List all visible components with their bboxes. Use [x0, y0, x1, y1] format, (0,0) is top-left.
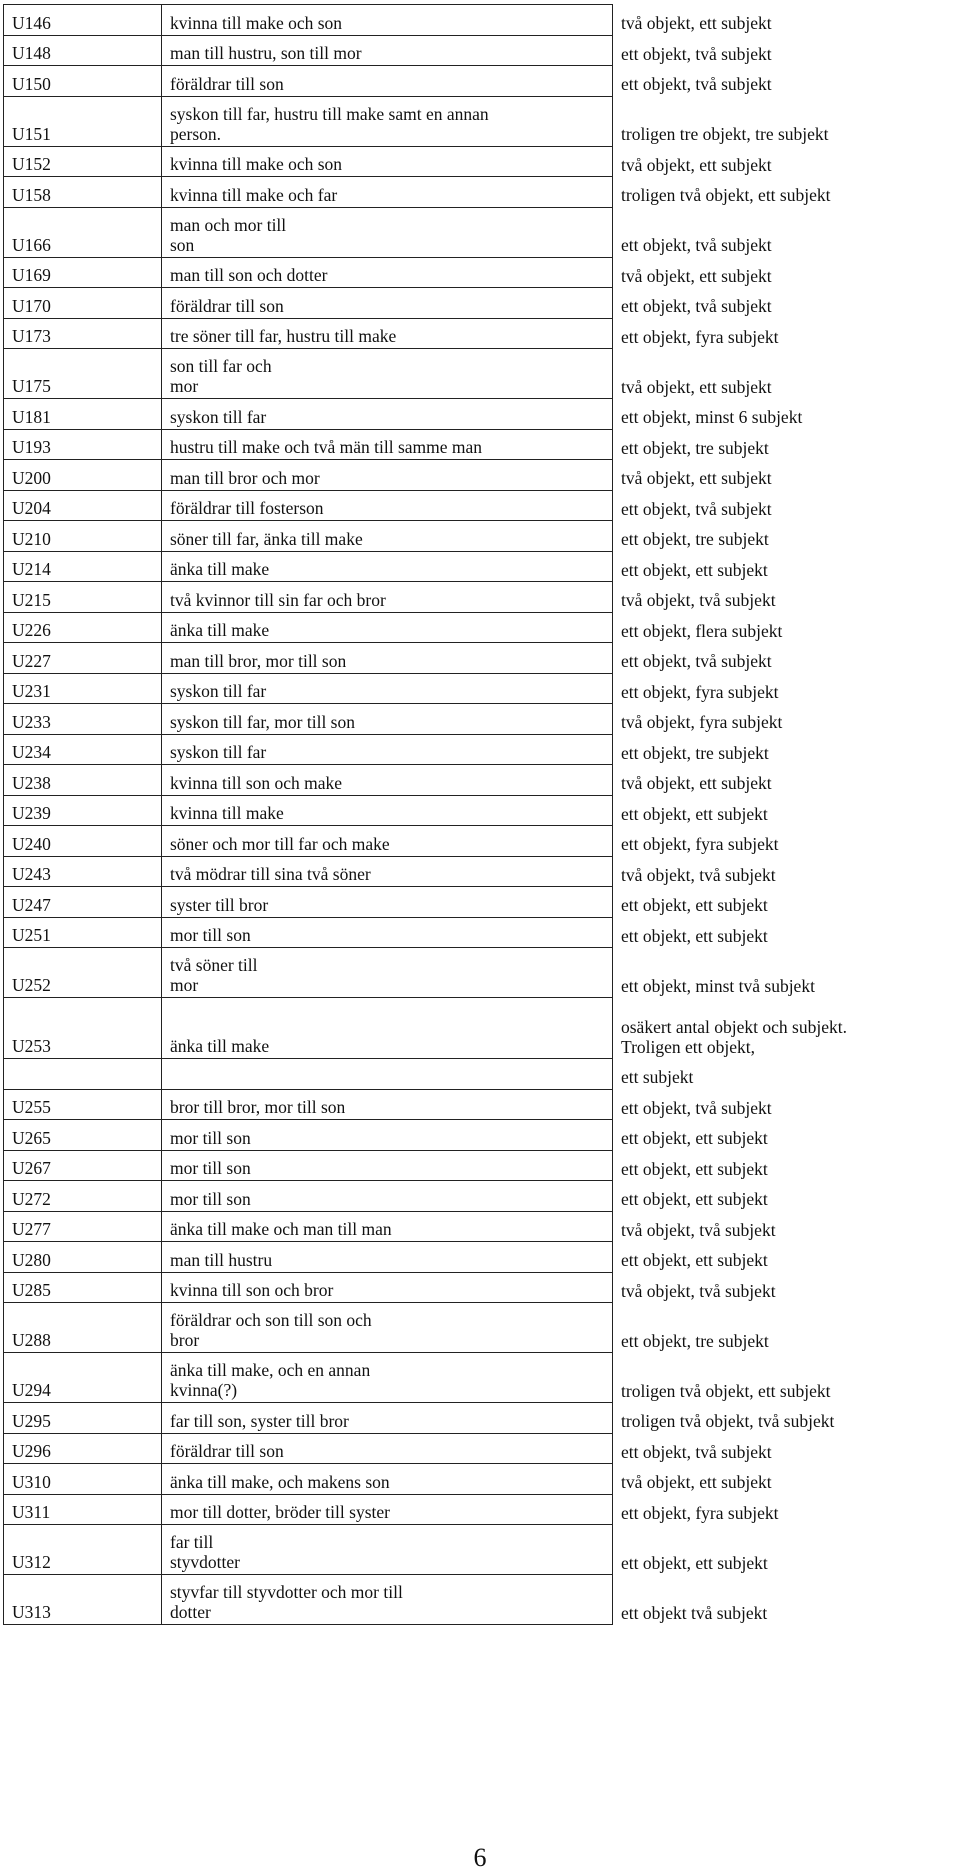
row-id-cell: U312 — [4, 1525, 162, 1575]
row-description-cell: syskon till far — [162, 673, 613, 704]
table-row — [4, 1089, 959, 1120]
table-row — [4, 612, 959, 643]
table-body — [4, 5, 959, 1625]
row-note-cell: ett objekt, ett subjekt — [621, 803, 768, 824]
row-note-cell: två objekt, ett subjekt — [621, 773, 772, 793]
row-id-cell: U152 — [4, 146, 162, 177]
row-id-cell: U311 — [4, 1494, 162, 1525]
table-row — [4, 1303, 959, 1353]
table-row — [4, 66, 959, 97]
row-note-cell: ett objekt, tre subjekt — [621, 1330, 769, 1351]
row-id-cell: U151 — [4, 96, 162, 146]
row-description-cell: mor till son — [162, 917, 613, 948]
table-row — [4, 765, 959, 796]
row-description-cell: mor till son — [162, 1181, 613, 1212]
row-id-cell: U255 — [4, 1089, 162, 1120]
row-id-cell: U166 — [4, 207, 162, 257]
row-id-cell: U239 — [4, 795, 162, 826]
row-note-cell: ett objekt, ett subjekt — [621, 1189, 768, 1209]
row-note-cell: ett objekt, två subjekt — [621, 235, 772, 255]
table-row — [4, 1403, 959, 1434]
row-description-cell: kvinna till son och make — [162, 765, 613, 796]
row-id-cell: U193 — [4, 429, 162, 460]
table-row — [4, 1181, 959, 1212]
row-note-cell: två objekt, ett subjekt — [621, 376, 772, 397]
row-description-cell: änka till make — [162, 612, 613, 643]
row-note-cell: två objekt, ett subjekt — [621, 154, 772, 175]
row-id-cell: U277 — [4, 1211, 162, 1242]
row-note-cell: ett objekt, fyra subjekt — [621, 681, 779, 702]
table-row — [4, 704, 959, 735]
row-id-cell: U234 — [4, 734, 162, 765]
table-row — [4, 288, 959, 319]
table-row — [4, 856, 959, 887]
row-description-cell: två söner till mor — [162, 948, 613, 998]
row-note-cell: ett objekt, två subjekt — [621, 498, 772, 519]
row-note-cell: ett objekt, tre subjekt — [621, 437, 769, 458]
table-row — [4, 1059, 959, 1090]
row-id-cell: U313 — [4, 1575, 162, 1625]
row-note-cell: troligen två objekt, ett subjekt — [621, 185, 831, 205]
table-row — [4, 643, 959, 674]
table-row — [4, 5, 959, 36]
row-description-cell: änka till make och man till man — [162, 1211, 613, 1242]
table-row — [4, 795, 959, 826]
row-id-cell: U226 — [4, 612, 162, 643]
row-note-cell: ett subjekt — [621, 1067, 694, 1087]
row-note-cell: ett objekt, ett subjekt — [621, 1158, 768, 1179]
row-id-cell: U148 — [4, 35, 162, 66]
row-note-cell: ett objekt två subjekt — [621, 1602, 768, 1623]
row-note-cell: troligen två objekt, två subjekt — [621, 1411, 835, 1431]
page-number: 6 — [473, 1843, 487, 1872]
table-row — [4, 1150, 959, 1181]
row-description-cell: styvfar till styvdotter och mor till dotter — [162, 1575, 613, 1625]
row-description-cell: syskon till far — [162, 399, 613, 430]
row-note-cell: ett objekt, tre subjekt — [621, 742, 769, 763]
row-description-cell: kvinna till make — [162, 795, 613, 826]
table-row — [4, 1433, 959, 1464]
table-row — [4, 96, 959, 146]
row-note-cell: ett objekt, två subjekt — [621, 296, 772, 316]
row-description-cell: syskon till far, hustru till make samt en annan person. — [162, 96, 613, 146]
inscription-table — [3, 4, 959, 1625]
row-description-cell: två kvinnor till sin far och bror — [162, 582, 613, 613]
table-row — [4, 582, 959, 613]
row-id-cell: U200 — [4, 460, 162, 491]
row-note-cell: ett objekt, ett subjekt — [621, 1250, 768, 1270]
row-description-cell: söner till far, änka till make — [162, 521, 613, 552]
table-row — [4, 177, 959, 208]
row-note-cell: troligen två objekt, ett subjekt — [621, 1380, 831, 1401]
table-row — [4, 318, 959, 349]
table-row — [4, 887, 959, 918]
row-id-cell: U247 — [4, 887, 162, 918]
table-row — [4, 207, 959, 257]
table-row — [4, 551, 959, 582]
row-description-cell: mor till son — [162, 1120, 613, 1151]
row-description-cell: man till hustru — [162, 1242, 613, 1273]
row-id-cell — [4, 1059, 162, 1090]
table-row — [4, 1272, 959, 1303]
table-row — [4, 399, 959, 430]
row-note-cell: två objekt, två subjekt — [621, 590, 776, 610]
table-row — [4, 1494, 959, 1525]
row-description-cell: kvinna till son och bror — [162, 1272, 613, 1303]
row-note-cell: ett objekt, minst 6 subjekt — [621, 407, 803, 427]
row-id-cell: U146 — [4, 5, 162, 36]
row-description-cell: änka till make, och en annan kvinna(?) — [162, 1353, 613, 1403]
row-note-cell: ett objekt, fyra subjekt — [621, 834, 779, 854]
row-note-cell: två objekt, ett subjekt — [621, 468, 772, 488]
row-description-cell: man till hustru, son till mor — [162, 35, 613, 66]
table-row — [4, 1211, 959, 1242]
row-id-cell: U181 — [4, 399, 162, 430]
row-description-cell: föräldrar till son — [162, 66, 613, 97]
row-description-cell: änka till make — [162, 551, 613, 582]
row-id-cell: U272 — [4, 1181, 162, 1212]
row-description-cell: man och mor till son — [162, 207, 613, 257]
row-note-cell: ett objekt, fyra subjekt — [621, 1502, 779, 1523]
row-note-cell: två objekt, två subjekt — [621, 1219, 776, 1240]
row-description-cell: syskon till far, mor till son — [162, 704, 613, 735]
row-id-cell: U210 — [4, 521, 162, 552]
row-description-cell: hustru till make och två män till samme man — [162, 429, 613, 460]
table-row — [4, 1575, 959, 1625]
row-note-cell: två objekt, två subjekt — [621, 864, 776, 885]
row-id-cell: U169 — [4, 257, 162, 288]
row-note-cell: två objekt, fyra subjekt — [621, 712, 783, 732]
row-description-cell: två mödrar till sina två söner — [162, 856, 613, 887]
row-id-cell: U215 — [4, 582, 162, 613]
row-description-cell: mor till dotter, bröder till syster — [162, 1494, 613, 1525]
row-note-cell: ett objekt, ett subjekt — [621, 559, 768, 580]
table-row — [4, 429, 959, 460]
row-description-cell: man till bror och mor — [162, 460, 613, 491]
row-description-cell: man till son och dotter — [162, 257, 613, 288]
row-note-cell: ett objekt, ett subjekt — [621, 1128, 768, 1148]
row-description-cell: kvinna till make och son — [162, 5, 613, 36]
table-row — [4, 460, 959, 491]
row-id-cell: U296 — [4, 1433, 162, 1464]
row-note-cell: ett objekt, tre subjekt — [621, 529, 769, 549]
row-description-cell: tre söner till far, hustru till make — [162, 318, 613, 349]
row-note-cell: två objekt, två subjekt — [621, 1280, 776, 1301]
row-description-cell: änka till make — [162, 998, 613, 1059]
row-id-cell: U285 — [4, 1272, 162, 1303]
table-row — [4, 1353, 959, 1403]
row-description-cell: far till son, syster till bror — [162, 1403, 613, 1434]
row-id-cell: U280 — [4, 1242, 162, 1273]
row-id-cell: U251 — [4, 917, 162, 948]
row-id-cell: U227 — [4, 643, 162, 674]
table-row — [4, 1120, 959, 1151]
row-note-cell: ett objekt, två subjekt — [621, 1097, 772, 1118]
table-row — [4, 146, 959, 177]
table-row — [4, 673, 959, 704]
table-row — [4, 521, 959, 552]
row-id-cell: U267 — [4, 1150, 162, 1181]
table-row — [4, 1464, 959, 1495]
row-id-cell: U170 — [4, 288, 162, 319]
row-note-cell: ett objekt, två subjekt — [621, 651, 772, 671]
row-id-cell: U175 — [4, 349, 162, 399]
row-id-cell: U204 — [4, 490, 162, 521]
row-description-cell: föräldrar till son — [162, 1433, 613, 1464]
row-note-cell: ett objekt, minst två subjekt — [621, 975, 815, 996]
table-row — [4, 35, 959, 66]
row-note-cell: ett objekt, fyra subjekt — [621, 326, 779, 347]
row-note-cell: ett objekt, ett subjekt — [621, 1552, 768, 1573]
table-row — [4, 257, 959, 288]
row-id-cell: U288 — [4, 1303, 162, 1353]
table-row — [4, 998, 959, 1059]
row-description-cell: änka till make, och makens son — [162, 1464, 613, 1495]
row-description-cell — [162, 1059, 613, 1090]
row-description-cell: föräldrar till fosterson — [162, 490, 613, 521]
row-note-cell: troligen tre objekt, tre subjekt — [621, 124, 829, 144]
row-description-cell: mor till son — [162, 1150, 613, 1181]
row-note-cell: ett objekt, två subjekt — [621, 43, 772, 64]
row-id-cell: U294 — [4, 1353, 162, 1403]
row-id-cell: U295 — [4, 1403, 162, 1434]
row-id-cell: U214 — [4, 551, 162, 582]
row-description-cell: söner och mor till far och make — [162, 826, 613, 857]
row-id-cell: U173 — [4, 318, 162, 349]
row-description-cell: far till styvdotter — [162, 1525, 613, 1575]
table-row — [4, 917, 959, 948]
row-note-cell: ett objekt, två subjekt — [621, 74, 772, 94]
row-description-cell: syskon till far — [162, 734, 613, 765]
table-row — [4, 490, 959, 521]
row-id-cell: U240 — [4, 826, 162, 857]
table-row — [4, 349, 959, 399]
row-description-cell: man till bror, mor till son — [162, 643, 613, 674]
row-note-cell: ett objekt, ett subjekt — [621, 925, 768, 946]
row-description-cell: son till far och mor — [162, 349, 613, 399]
row-note-cell: osäkert antal objekt och subjekt. Troligen ett objekt, — [621, 1016, 847, 1057]
row-note-cell: ett objekt, två subjekt — [621, 1441, 772, 1462]
row-description-cell: föräldrar till son — [162, 288, 613, 319]
row-id-cell: U252 — [4, 948, 162, 998]
row-description-cell: syster till bror — [162, 887, 613, 918]
table-row — [4, 948, 959, 998]
row-note-cell: ett objekt, ett subjekt — [621, 895, 768, 915]
row-id-cell: U158 — [4, 177, 162, 208]
row-id-cell: U253 — [4, 998, 162, 1059]
row-id-cell: U238 — [4, 765, 162, 796]
row-description-cell: kvinna till make och far — [162, 177, 613, 208]
row-id-cell: U243 — [4, 856, 162, 887]
row-id-cell: U233 — [4, 704, 162, 735]
row-note-cell: två objekt, ett subjekt — [621, 265, 772, 286]
row-description-cell: föräldrar och son till son och bror — [162, 1303, 613, 1353]
row-description-cell: kvinna till make och son — [162, 146, 613, 177]
row-note-cell: två objekt, ett subjekt — [621, 1472, 772, 1492]
row-id-cell: U150 — [4, 66, 162, 97]
row-note-cell: två objekt, ett subjekt — [621, 13, 772, 33]
row-note-cell: ett objekt, flera subjekt — [621, 620, 783, 641]
row-description-cell: bror till bror, mor till son — [162, 1089, 613, 1120]
row-id-cell: U310 — [4, 1464, 162, 1495]
table-row — [4, 1242, 959, 1273]
table-row — [4, 1525, 959, 1575]
table-row — [4, 826, 959, 857]
row-id-cell: U231 — [4, 673, 162, 704]
table-row — [4, 734, 959, 765]
row-id-cell: U265 — [4, 1120, 162, 1151]
